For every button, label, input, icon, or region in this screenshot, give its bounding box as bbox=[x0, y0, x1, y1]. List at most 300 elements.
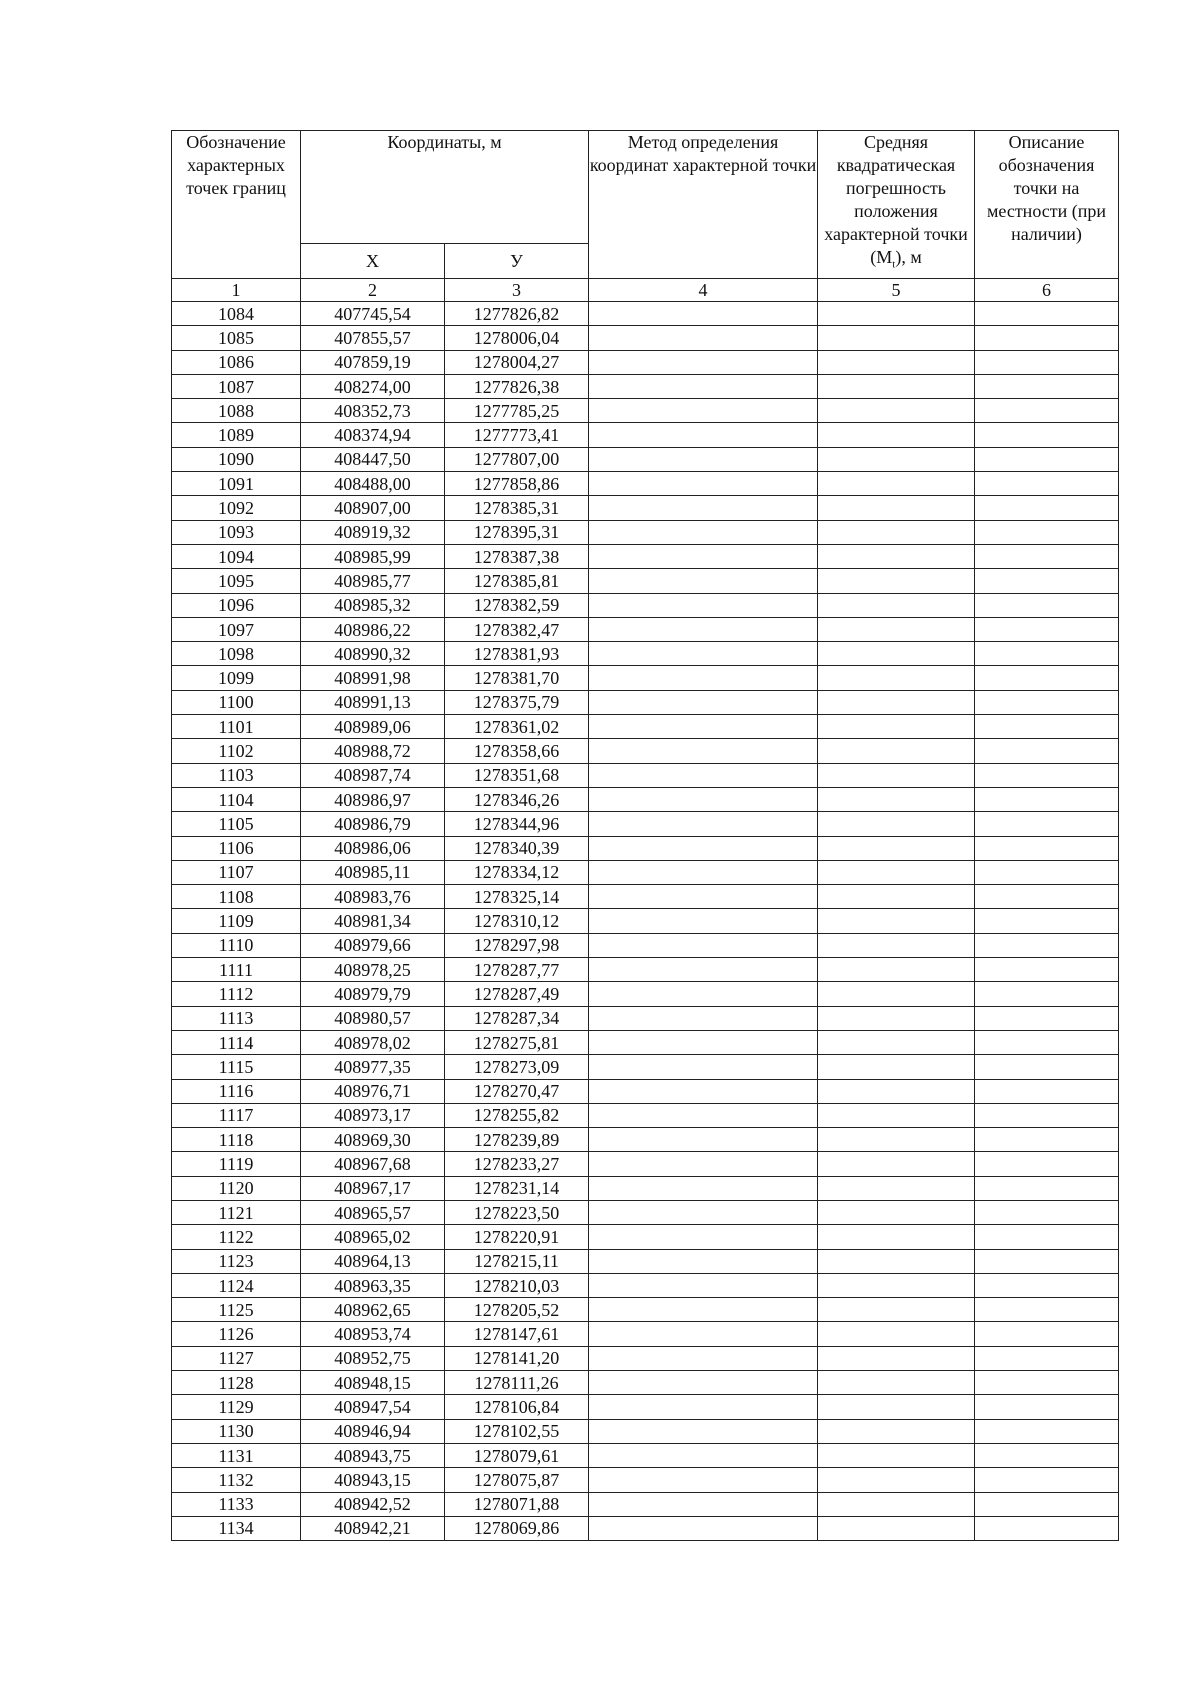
table-row bbox=[172, 1103, 1119, 1127]
table-row bbox=[172, 350, 1119, 374]
table-row bbox=[172, 958, 1119, 982]
y-coordinate-cell: 1278210,03 bbox=[445, 1273, 589, 1297]
method-cell bbox=[589, 1103, 818, 1127]
y-coordinate-cell: 1278102,55 bbox=[445, 1419, 589, 1443]
description-cell bbox=[975, 1103, 1119, 1127]
error-cell bbox=[818, 1395, 975, 1419]
description-cell bbox=[975, 1055, 1119, 1079]
point-id-cell: 1117 bbox=[172, 1103, 301, 1127]
y-coordinate-cell: 1277826,38 bbox=[445, 374, 589, 398]
description-cell bbox=[975, 1128, 1119, 1152]
table-row bbox=[172, 1079, 1119, 1103]
description-cell bbox=[975, 642, 1119, 666]
method-cell bbox=[589, 1225, 818, 1249]
y-coordinate-cell: 1278006,04 bbox=[445, 326, 589, 350]
header-point-designation: Обозначение характерных точек границ bbox=[172, 131, 301, 279]
point-id-cell: 1100 bbox=[172, 690, 301, 714]
point-id-cell: 1116 bbox=[172, 1079, 301, 1103]
x-coordinate-cell: 408943,15 bbox=[301, 1468, 445, 1492]
description-cell bbox=[975, 1419, 1119, 1443]
description-cell bbox=[975, 787, 1119, 811]
point-id-cell: 1119 bbox=[172, 1152, 301, 1176]
y-coordinate-cell: 1278273,09 bbox=[445, 1055, 589, 1079]
x-coordinate-cell: 407855,57 bbox=[301, 326, 445, 350]
description-cell bbox=[975, 302, 1119, 326]
description-cell bbox=[975, 666, 1119, 690]
method-cell bbox=[589, 423, 818, 447]
y-coordinate-cell: 1278382,47 bbox=[445, 617, 589, 641]
x-coordinate-cell: 408991,98 bbox=[301, 666, 445, 690]
table-row bbox=[172, 1030, 1119, 1054]
table-row bbox=[172, 715, 1119, 739]
y-coordinate-cell: 1277785,25 bbox=[445, 399, 589, 423]
error-cell bbox=[818, 1030, 975, 1054]
error-cell bbox=[818, 739, 975, 763]
method-cell bbox=[589, 472, 818, 496]
method-cell bbox=[589, 787, 818, 811]
error-cell bbox=[818, 544, 975, 568]
description-cell bbox=[975, 617, 1119, 641]
y-coordinate-cell: 1278004,27 bbox=[445, 350, 589, 374]
x-coordinate-cell: 408942,21 bbox=[301, 1516, 445, 1540]
x-coordinate-cell: 408948,15 bbox=[301, 1371, 445, 1395]
y-coordinate-cell: 1278358,66 bbox=[445, 739, 589, 763]
description-cell bbox=[975, 1371, 1119, 1395]
method-cell bbox=[589, 1030, 818, 1054]
description-cell bbox=[975, 836, 1119, 860]
y-coordinate-cell: 1278325,14 bbox=[445, 885, 589, 909]
point-id-cell: 1114 bbox=[172, 1030, 301, 1054]
y-coordinate-cell: 1278239,89 bbox=[445, 1128, 589, 1152]
method-cell bbox=[589, 763, 818, 787]
point-id-cell: 1118 bbox=[172, 1128, 301, 1152]
y-coordinate-cell: 1278382,59 bbox=[445, 593, 589, 617]
y-coordinate-cell: 1278351,68 bbox=[445, 763, 589, 787]
x-coordinate-cell: 408967,17 bbox=[301, 1176, 445, 1200]
point-id-cell: 1092 bbox=[172, 496, 301, 520]
method-cell bbox=[589, 933, 818, 957]
y-coordinate-cell: 1278141,20 bbox=[445, 1346, 589, 1370]
error-cell bbox=[818, 1468, 975, 1492]
table-row bbox=[172, 836, 1119, 860]
point-id-cell: 1106 bbox=[172, 836, 301, 860]
table-row bbox=[172, 374, 1119, 398]
table-row bbox=[172, 617, 1119, 641]
point-id-cell: 1131 bbox=[172, 1443, 301, 1467]
point-id-cell: 1128 bbox=[172, 1371, 301, 1395]
point-id-cell: 1127 bbox=[172, 1346, 301, 1370]
error-cell bbox=[818, 520, 975, 544]
y-coordinate-cell: 1278255,82 bbox=[445, 1103, 589, 1127]
point-id-cell: 1095 bbox=[172, 569, 301, 593]
description-cell bbox=[975, 739, 1119, 763]
table-row bbox=[172, 1176, 1119, 1200]
x-coordinate-cell: 408946,94 bbox=[301, 1419, 445, 1443]
point-id-cell: 1108 bbox=[172, 885, 301, 909]
method-cell bbox=[589, 642, 818, 666]
point-id-cell: 1107 bbox=[172, 860, 301, 884]
x-coordinate-cell: 408976,71 bbox=[301, 1079, 445, 1103]
error-cell bbox=[818, 1006, 975, 1030]
column-number: 1 bbox=[172, 279, 301, 302]
x-coordinate-cell: 408969,30 bbox=[301, 1128, 445, 1152]
x-coordinate-cell: 408919,32 bbox=[301, 520, 445, 544]
point-id-cell: 1088 bbox=[172, 399, 301, 423]
error-cell bbox=[818, 1103, 975, 1127]
header-coordinates: Координаты, м bbox=[301, 131, 589, 244]
table-row bbox=[172, 812, 1119, 836]
error-cell bbox=[818, 1492, 975, 1516]
y-coordinate-cell: 1278111,26 bbox=[445, 1371, 589, 1395]
method-cell bbox=[589, 1176, 818, 1200]
error-cell bbox=[818, 350, 975, 374]
method-cell bbox=[589, 1322, 818, 1346]
table-row bbox=[172, 520, 1119, 544]
description-cell bbox=[975, 1273, 1119, 1297]
description-cell bbox=[975, 1492, 1119, 1516]
x-coordinate-cell: 407859,19 bbox=[301, 350, 445, 374]
method-cell bbox=[589, 812, 818, 836]
description-cell bbox=[975, 326, 1119, 350]
x-coordinate-cell: 408907,00 bbox=[301, 496, 445, 520]
method-cell bbox=[589, 666, 818, 690]
error-cell bbox=[818, 496, 975, 520]
table-row bbox=[172, 763, 1119, 787]
point-id-cell: 1134 bbox=[172, 1516, 301, 1540]
point-id-cell: 1087 bbox=[172, 374, 301, 398]
error-cell bbox=[818, 472, 975, 496]
error-cell bbox=[818, 1079, 975, 1103]
x-coordinate-cell: 408978,02 bbox=[301, 1030, 445, 1054]
header-y: У bbox=[445, 244, 589, 279]
error-cell bbox=[818, 1322, 975, 1346]
description-cell bbox=[975, 1006, 1119, 1030]
x-coordinate-cell: 408989,06 bbox=[301, 715, 445, 739]
table-row bbox=[172, 423, 1119, 447]
x-coordinate-cell: 408943,75 bbox=[301, 1443, 445, 1467]
x-coordinate-cell: 408352,73 bbox=[301, 399, 445, 423]
error-cell bbox=[818, 666, 975, 690]
table-row bbox=[172, 496, 1119, 520]
x-coordinate-cell: 408964,13 bbox=[301, 1249, 445, 1273]
y-coordinate-cell: 1278361,02 bbox=[445, 715, 589, 739]
table-row bbox=[172, 1395, 1119, 1419]
error-cell bbox=[818, 1128, 975, 1152]
x-coordinate-cell: 408962,65 bbox=[301, 1298, 445, 1322]
y-coordinate-cell: 1278387,38 bbox=[445, 544, 589, 568]
error-cell bbox=[818, 690, 975, 714]
y-coordinate-cell: 1278385,81 bbox=[445, 569, 589, 593]
x-coordinate-cell: 408986,22 bbox=[301, 617, 445, 641]
method-cell bbox=[589, 690, 818, 714]
header-mean-square-error bbox=[818, 131, 975, 279]
y-coordinate-cell: 1278287,77 bbox=[445, 958, 589, 982]
method-cell bbox=[589, 1006, 818, 1030]
table-row bbox=[172, 1128, 1119, 1152]
point-id-cell: 1109 bbox=[172, 909, 301, 933]
error-cell bbox=[818, 642, 975, 666]
description-cell bbox=[975, 423, 1119, 447]
table-row bbox=[172, 1249, 1119, 1273]
y-coordinate-cell: 1278375,79 bbox=[445, 690, 589, 714]
x-coordinate-cell: 408985,11 bbox=[301, 860, 445, 884]
point-id-cell: 1115 bbox=[172, 1055, 301, 1079]
error-cell bbox=[818, 836, 975, 860]
table-row bbox=[172, 399, 1119, 423]
error-cell bbox=[818, 812, 975, 836]
error-cell bbox=[818, 447, 975, 471]
x-coordinate-cell: 408374,94 bbox=[301, 423, 445, 447]
x-coordinate-cell: 408978,25 bbox=[301, 958, 445, 982]
error-cell bbox=[818, 374, 975, 398]
point-id-cell: 1120 bbox=[172, 1176, 301, 1200]
description-cell bbox=[975, 399, 1119, 423]
method-cell bbox=[589, 1492, 818, 1516]
x-coordinate-cell: 408947,54 bbox=[301, 1395, 445, 1419]
point-id-cell: 1094 bbox=[172, 544, 301, 568]
table-row bbox=[172, 690, 1119, 714]
point-id-cell: 1099 bbox=[172, 666, 301, 690]
point-id-cell: 1101 bbox=[172, 715, 301, 739]
coordinates-table bbox=[171, 130, 1119, 1541]
error-cell bbox=[818, 617, 975, 641]
y-coordinate-cell: 1278287,49 bbox=[445, 982, 589, 1006]
point-id-cell: 1090 bbox=[172, 447, 301, 471]
header-method: Метод определения координат характерной точки bbox=[589, 131, 818, 279]
error-cell bbox=[818, 1200, 975, 1224]
x-coordinate-cell: 408981,34 bbox=[301, 909, 445, 933]
y-coordinate-cell: 1278205,52 bbox=[445, 1298, 589, 1322]
point-id-cell: 1098 bbox=[172, 642, 301, 666]
error-cell bbox=[818, 933, 975, 957]
table-row bbox=[172, 472, 1119, 496]
table-row bbox=[172, 666, 1119, 690]
x-coordinate-cell: 408979,79 bbox=[301, 982, 445, 1006]
description-cell bbox=[975, 763, 1119, 787]
error-cell bbox=[818, 399, 975, 423]
method-cell bbox=[589, 1298, 818, 1322]
table-row bbox=[172, 326, 1119, 350]
y-coordinate-cell: 1278395,31 bbox=[445, 520, 589, 544]
error-cell bbox=[818, 302, 975, 326]
error-cell bbox=[818, 1273, 975, 1297]
y-coordinate-cell: 1278069,86 bbox=[445, 1516, 589, 1540]
error-cell bbox=[818, 885, 975, 909]
y-coordinate-cell: 1278334,12 bbox=[445, 860, 589, 884]
table-row bbox=[172, 933, 1119, 957]
description-cell bbox=[975, 544, 1119, 568]
table-row bbox=[172, 1468, 1119, 1492]
description-cell bbox=[975, 447, 1119, 471]
y-coordinate-cell: 1278385,31 bbox=[445, 496, 589, 520]
method-cell bbox=[589, 1516, 818, 1540]
error-cell bbox=[818, 1516, 975, 1540]
method-cell bbox=[589, 374, 818, 398]
error-cell bbox=[818, 715, 975, 739]
method-cell bbox=[589, 302, 818, 326]
table-row bbox=[172, 1298, 1119, 1322]
point-id-cell: 1084 bbox=[172, 302, 301, 326]
header-x: Х bbox=[301, 244, 445, 279]
point-id-cell: 1105 bbox=[172, 812, 301, 836]
description-cell bbox=[975, 909, 1119, 933]
error-cell bbox=[818, 1298, 975, 1322]
table-body bbox=[172, 302, 1119, 1541]
x-coordinate-cell: 408986,06 bbox=[301, 836, 445, 860]
table-row bbox=[172, 1225, 1119, 1249]
description-cell bbox=[975, 812, 1119, 836]
y-coordinate-cell: 1278297,98 bbox=[445, 933, 589, 957]
x-coordinate-cell: 408986,79 bbox=[301, 812, 445, 836]
error-cell bbox=[818, 1371, 975, 1395]
y-coordinate-cell: 1277826,82 bbox=[445, 302, 589, 326]
point-id-cell: 1103 bbox=[172, 763, 301, 787]
y-coordinate-cell: 1278340,39 bbox=[445, 836, 589, 860]
point-id-cell: 1102 bbox=[172, 739, 301, 763]
table-row bbox=[172, 302, 1119, 326]
error-cell bbox=[818, 593, 975, 617]
method-cell bbox=[589, 909, 818, 933]
description-cell bbox=[975, 1346, 1119, 1370]
description-cell bbox=[975, 933, 1119, 957]
description-cell bbox=[975, 690, 1119, 714]
x-coordinate-cell: 408274,00 bbox=[301, 374, 445, 398]
point-id-cell: 1112 bbox=[172, 982, 301, 1006]
x-coordinate-cell: 408988,72 bbox=[301, 739, 445, 763]
point-id-cell: 1097 bbox=[172, 617, 301, 641]
x-coordinate-cell: 408983,76 bbox=[301, 885, 445, 909]
method-cell bbox=[589, 326, 818, 350]
point-id-cell: 1133 bbox=[172, 1492, 301, 1516]
x-coordinate-cell: 408986,97 bbox=[301, 787, 445, 811]
column-number: 4 bbox=[589, 279, 818, 302]
point-id-cell: 1125 bbox=[172, 1298, 301, 1322]
point-id-cell: 1110 bbox=[172, 933, 301, 957]
y-coordinate-cell: 1278287,34 bbox=[445, 1006, 589, 1030]
y-coordinate-cell: 1278275,81 bbox=[445, 1030, 589, 1054]
x-coordinate-cell: 408979,66 bbox=[301, 933, 445, 957]
table-row bbox=[172, 1492, 1119, 1516]
point-id-cell: 1121 bbox=[172, 1200, 301, 1224]
description-cell bbox=[975, 1516, 1119, 1540]
method-cell bbox=[589, 496, 818, 520]
error-cell bbox=[818, 787, 975, 811]
x-coordinate-cell: 408447,50 bbox=[301, 447, 445, 471]
table-row bbox=[172, 739, 1119, 763]
table-row bbox=[172, 982, 1119, 1006]
x-coordinate-cell: 408967,68 bbox=[301, 1152, 445, 1176]
x-coordinate-cell: 408942,52 bbox=[301, 1492, 445, 1516]
description-cell bbox=[975, 1395, 1119, 1419]
point-id-cell: 1122 bbox=[172, 1225, 301, 1249]
description-cell bbox=[975, 1443, 1119, 1467]
method-cell bbox=[589, 544, 818, 568]
x-coordinate-cell: 408965,57 bbox=[301, 1200, 445, 1224]
error-cell bbox=[818, 423, 975, 447]
x-coordinate-cell: 408488,00 bbox=[301, 472, 445, 496]
y-coordinate-cell: 1278106,84 bbox=[445, 1395, 589, 1419]
method-cell bbox=[589, 447, 818, 471]
table-row bbox=[172, 1055, 1119, 1079]
point-id-cell: 1126 bbox=[172, 1322, 301, 1346]
table-row bbox=[172, 447, 1119, 471]
method-cell bbox=[589, 1419, 818, 1443]
error-cell bbox=[818, 958, 975, 982]
table-row bbox=[172, 1322, 1119, 1346]
description-cell bbox=[975, 1225, 1119, 1249]
table-row bbox=[172, 1200, 1119, 1224]
description-cell bbox=[975, 715, 1119, 739]
method-cell bbox=[589, 958, 818, 982]
description-cell bbox=[975, 1298, 1119, 1322]
x-coordinate-cell: 407745,54 bbox=[301, 302, 445, 326]
header-description: Описание обозначения точки на местности (при наличии) bbox=[975, 131, 1119, 279]
y-coordinate-cell: 1278079,61 bbox=[445, 1443, 589, 1467]
error-cell bbox=[818, 1176, 975, 1200]
method-cell bbox=[589, 836, 818, 860]
description-cell bbox=[975, 958, 1119, 982]
description-cell bbox=[975, 1079, 1119, 1103]
x-coordinate-cell: 408952,75 bbox=[301, 1346, 445, 1370]
y-coordinate-cell: 1277773,41 bbox=[445, 423, 589, 447]
y-coordinate-cell: 1278220,91 bbox=[445, 1225, 589, 1249]
error-cell bbox=[818, 1055, 975, 1079]
table-row bbox=[172, 1273, 1119, 1297]
method-cell bbox=[589, 1371, 818, 1395]
method-cell bbox=[589, 399, 818, 423]
x-coordinate-cell: 408985,99 bbox=[301, 544, 445, 568]
table-row bbox=[172, 544, 1119, 568]
x-coordinate-cell: 408980,57 bbox=[301, 1006, 445, 1030]
table-row bbox=[172, 787, 1119, 811]
method-cell bbox=[589, 1273, 818, 1297]
error-cell bbox=[818, 763, 975, 787]
table-row bbox=[172, 1516, 1119, 1540]
method-cell bbox=[589, 1468, 818, 1492]
point-id-cell: 1086 bbox=[172, 350, 301, 374]
description-cell bbox=[975, 569, 1119, 593]
method-cell bbox=[589, 569, 818, 593]
table-row bbox=[172, 642, 1119, 666]
method-cell bbox=[589, 1055, 818, 1079]
y-coordinate-cell: 1278381,93 bbox=[445, 642, 589, 666]
column-number: 3 bbox=[445, 279, 589, 302]
point-id-cell: 1096 bbox=[172, 593, 301, 617]
x-coordinate-cell: 408965,02 bbox=[301, 1225, 445, 1249]
point-id-cell: 1129 bbox=[172, 1395, 301, 1419]
description-cell bbox=[975, 1200, 1119, 1224]
table-row bbox=[172, 1152, 1119, 1176]
x-coordinate-cell: 408985,32 bbox=[301, 593, 445, 617]
table-row bbox=[172, 593, 1119, 617]
point-id-cell: 1132 bbox=[172, 1468, 301, 1492]
description-cell bbox=[975, 472, 1119, 496]
method-cell bbox=[589, 1079, 818, 1103]
description-cell bbox=[975, 1322, 1119, 1346]
point-id-cell: 1085 bbox=[172, 326, 301, 350]
description-cell bbox=[975, 860, 1119, 884]
method-cell bbox=[589, 1200, 818, 1224]
header-error-tail: ), м bbox=[895, 247, 922, 267]
error-cell bbox=[818, 1419, 975, 1443]
method-cell bbox=[589, 1395, 818, 1419]
y-coordinate-cell: 1278075,87 bbox=[445, 1468, 589, 1492]
error-cell bbox=[818, 1249, 975, 1273]
method-cell bbox=[589, 1346, 818, 1370]
header-error-text: Средняя квадратическая погрешность положения характерной точки (М bbox=[824, 132, 968, 267]
column-number: 2 bbox=[301, 279, 445, 302]
y-coordinate-cell: 1278344,96 bbox=[445, 812, 589, 836]
